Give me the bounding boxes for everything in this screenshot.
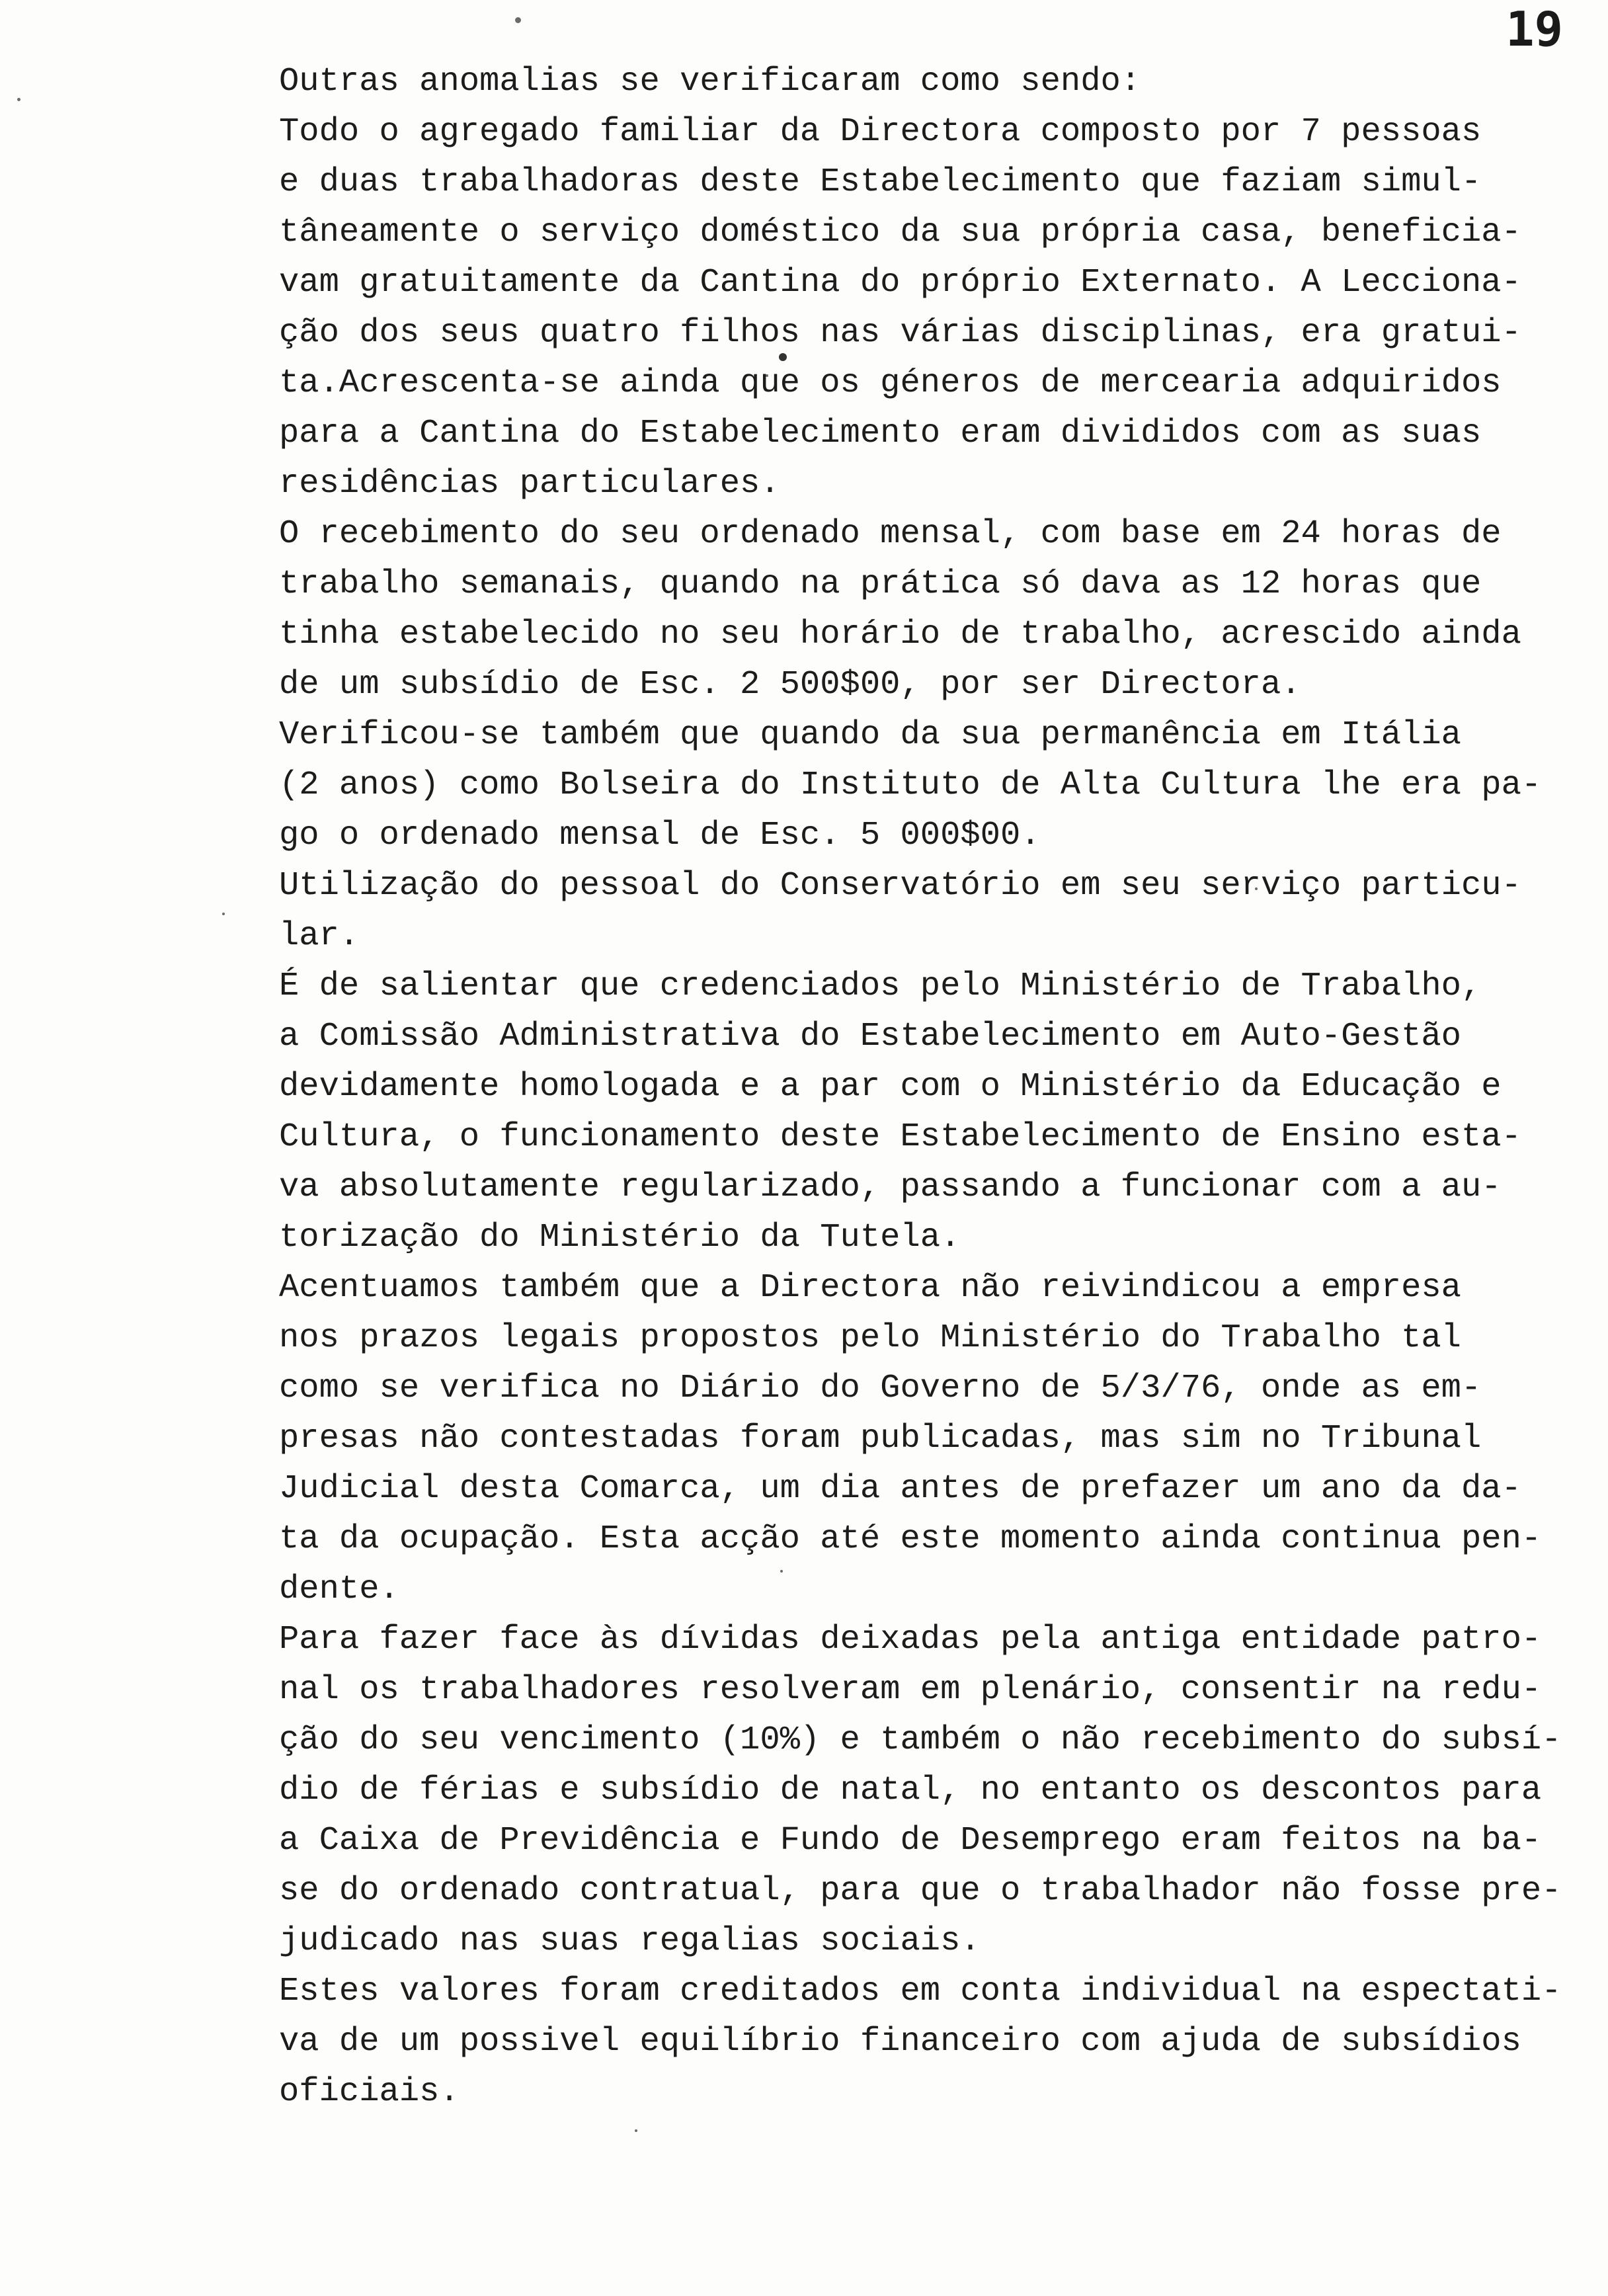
text-line: ção do seu vencimento (10%) e também o não recebimento do subsí- [279, 1721, 1562, 1759]
text-line: lar. [279, 917, 360, 955]
text-line: devidamente homologada e a par com o Ministério da Educação e [279, 1068, 1502, 1106]
page-number: 19 [1506, 1, 1563, 57]
text-line: O recebimento do seu ordenado mensal, com base em 24 horas de [279, 515, 1502, 553]
text-line: torização do Ministério da Tutela. [279, 1219, 961, 1256]
ink-speck [222, 913, 225, 915]
text-line: dio de férias e subsídio de natal, no entanto os descontos para [279, 1772, 1542, 1809]
text-line: Para fazer face às dívidas deixadas pela antiga entidade patro- [279, 1621, 1542, 1659]
text-line: como se verifica no Diário do Governo de 5/3/76, onde as em- [279, 1370, 1482, 1407]
text-line: É de salientar que credenciados pelo Ministério de Trabalho, [279, 967, 1482, 1005]
ink-speck [635, 2129, 637, 2132]
ink-speck [515, 17, 521, 23]
text-line: oficiais. [279, 2073, 460, 2111]
text-line: para a Cantina do Estabelecimento eram divididos com as suas [279, 415, 1482, 452]
text-line: dente. [279, 1571, 399, 1608]
text-line: a Comissão Administrativa do Estabelecimento em Auto-Gestão [279, 1018, 1461, 1055]
text-line: se do ordenado contratual, para que o trabalhador não fosse pre- [279, 1872, 1562, 1910]
text-line: nal os trabalhadores resolveram em plenário, consentir na redu- [279, 1671, 1542, 1709]
text-line: Utilização do pessoal do Conservatório em seu serviço particu- [279, 867, 1521, 905]
text-line: trabalho semanais, quando na prática só dava as 12 horas que [279, 565, 1482, 603]
text-line: Judicial desta Comarca, um dia antes de prefazer um ano da da- [279, 1470, 1521, 1508]
text-line: Acentuamos também que a Directora não reivindicou a empresa [279, 1269, 1461, 1307]
text-line: Cultura, o funcionamento deste Estabelecimento de Ensino esta- [279, 1118, 1521, 1156]
text-line: nos prazos legais propostos pelo Ministério do Trabalho tal [279, 1319, 1461, 1357]
text-line: Todo o agregado familiar da Directora composto por 7 pessoas [279, 113, 1482, 151]
text-line: va absolutamente regularizado, passando a funcionar com a au- [279, 1168, 1502, 1206]
text-line: Verificou-se também que quando da sua permanência em Itália [279, 716, 1461, 754]
text-line: ta da ocupação. Esta acção até este momento ainda continua pen- [279, 1520, 1542, 1558]
body-text [279, 57, 1595, 2117]
text-line: tinha estabelecido no seu horário de trabalho, acrescido ainda [279, 616, 1521, 653]
text-line: Outras anomalias se verificaram como sendo: [279, 63, 1141, 101]
text-line: presas não contestadas foram publicadas, mas sim no Tribunal [279, 1420, 1482, 1457]
text-line: go o ordenado mensal de Esc. 5 000$00. [279, 817, 1041, 854]
text-line: tâneamente o serviço doméstico da sua própria casa, beneficia- [279, 214, 1521, 251]
text-line: de um subsídio de Esc. 2 500$00, por ser Directora. [279, 666, 1301, 704]
ink-speck [17, 98, 20, 101]
text-line: ta.Acrescenta-se ainda que os géneros de mercearia adquiridos [279, 364, 1502, 402]
text-line: (2 anos) como Bolseira do Instituto de Alta Cultura lhe era pa- [279, 766, 1542, 804]
text-line: judicado nas suas regalias sociais. [279, 1922, 981, 1960]
text-line: e duas trabalhadoras deste Estabelecimento que faziam simul- [279, 163, 1482, 201]
text-line: residências particulares. [279, 465, 780, 503]
text-line: vam gratuitamente da Cantina do próprio Externato. A Lecciona- [279, 264, 1521, 302]
text-line: a Caixa de Previdência e Fundo de Desemprego eram feitos na ba- [279, 1822, 1542, 1860]
text-line: Estes valores foram creditados em conta individual na espectati- [279, 1973, 1562, 2010]
text-line: ção dos seus quatro filhos nas várias disciplinas, era gratui- [279, 314, 1521, 352]
text-line: va de um possivel equilíbrio financeiro com ajuda de subsídios [279, 2023, 1521, 2061]
